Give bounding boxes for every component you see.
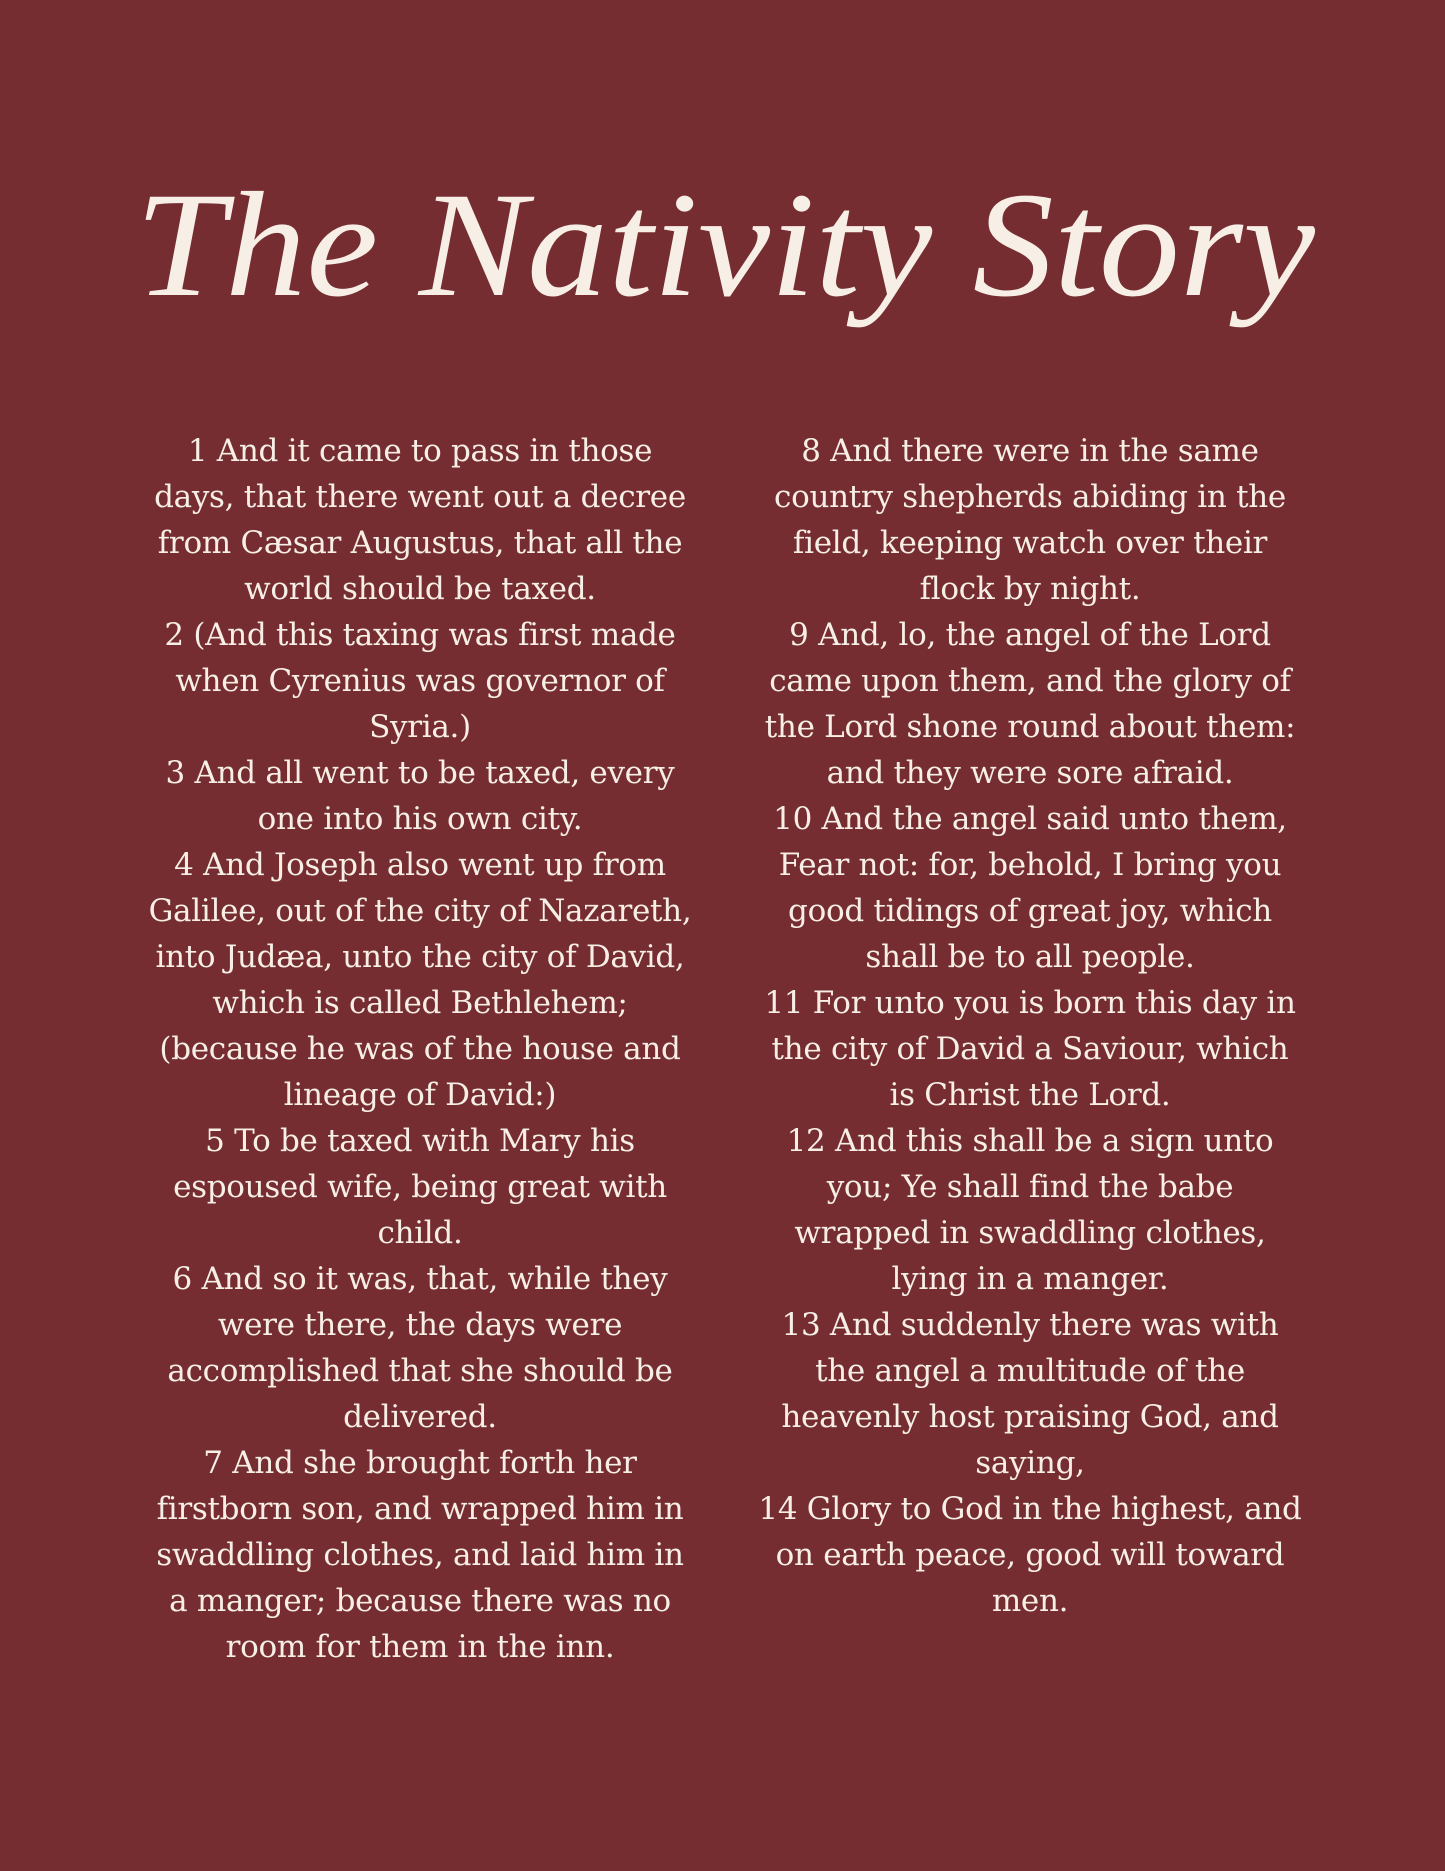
verse-line: 14 Glory to God in the highest, and <box>758 1491 1302 1527</box>
verse-line: shall be to all people. <box>865 939 1195 975</box>
verse-line: flock by night. <box>919 571 1141 607</box>
verse-line: 4 And Joseph also went up from <box>174 847 666 883</box>
verse-line: heavenly host praising God, and <box>781 1399 1279 1435</box>
verse-line: on earth peace, good will toward <box>775 1537 1285 1573</box>
verse-line: which is called Bethlehem; <box>212 985 628 1021</box>
verse-line: world should be taxed. <box>244 571 596 607</box>
verse-line: 10 And the angel said unto them, <box>773 801 1287 837</box>
verse-line: the angel a multitude of the <box>815 1353 1245 1389</box>
verse-line: room for them in the inn. <box>225 1629 615 1665</box>
verse-line: (because he was of the house and <box>159 1031 681 1067</box>
verse-line: lying in a manger. <box>891 1261 1169 1297</box>
verse-line: the city of David a Saviour, which <box>771 1031 1289 1067</box>
verse-line: 1 And it came to pass in those <box>187 433 653 469</box>
page-title <box>100 110 1350 410</box>
verse-line: 5 To be taxed with Mary his <box>205 1123 635 1159</box>
verse-line: wrapped in swaddling clothes, <box>794 1215 1266 1251</box>
verse-line: good tidings of great joy, which <box>788 893 1272 929</box>
verse-line: 6 And so it was, that, while they <box>172 1261 668 1297</box>
verse-line: swaddling clothes, and laid him in <box>156 1537 684 1573</box>
verse-line: country shepherds abiding in the <box>774 479 1286 515</box>
verse-line: Syria.) <box>369 709 471 745</box>
verse-line: the Lord shone round about them: <box>764 709 1296 745</box>
title-script-lettering <box>100 110 1350 410</box>
verse-line: came upon them, and the glory of <box>769 663 1291 699</box>
verses-column-left <box>130 428 710 1670</box>
verse-line: into Judæa, unto the city of David, <box>155 939 685 975</box>
verse-line: Galilee, out of the city of Nazareth, <box>148 893 692 929</box>
verse-line: days, that there went out a decree <box>154 479 686 515</box>
verse-line: 11 For unto you is born this day in <box>764 985 1296 1021</box>
verse-line: lineage of David:) <box>283 1077 557 1113</box>
verse-line: and they were sore afraid. <box>826 755 1234 791</box>
verse-line: child. <box>377 1215 463 1251</box>
verse-line: from Cæsar Augustus, that all the <box>157 525 683 561</box>
verse-line: a manger; because there was no <box>169 1583 671 1619</box>
verse-line: men. <box>991 1583 1069 1619</box>
verse-line: 9 And, lo, the angel of the Lord <box>789 617 1271 653</box>
verse-line: saying, <box>975 1445 1085 1481</box>
verse-line: 8 And there were in the same <box>801 433 1259 469</box>
verse-line: accomplished that she should be <box>167 1353 673 1389</box>
verse-line: Fear not: for, behold, I bring you <box>778 847 1282 883</box>
verse-line: 3 And all went to be taxed, every <box>165 755 675 791</box>
verse-line: 13 And suddenly there was with <box>781 1307 1279 1343</box>
title-text: The Nativity Story <box>135 162 1316 328</box>
verse-line: is Christ the Lord. <box>889 1077 1171 1113</box>
verse-line: 12 And this shall be a sign unto <box>786 1123 1274 1159</box>
verses-column-right <box>740 428 1320 1624</box>
verse-line: when Cyrenius was governor of <box>175 663 665 699</box>
verse-line: you; Ye shall find the babe <box>826 1169 1234 1205</box>
verse-line: 7 And she brought forth her <box>203 1445 637 1481</box>
verse-line: 2 (And this taxing was first made <box>164 617 676 653</box>
verse-line: one into his own city. <box>257 801 583 837</box>
verse-line: field, keeping watch over their <box>792 525 1268 561</box>
verse-line: firstborn son, and wrapped him in <box>156 1491 684 1527</box>
verse-line: espoused wife, being great with <box>173 1169 667 1205</box>
verse-line: delivered. <box>343 1399 497 1435</box>
verse-line: were there, the days were <box>217 1307 623 1343</box>
